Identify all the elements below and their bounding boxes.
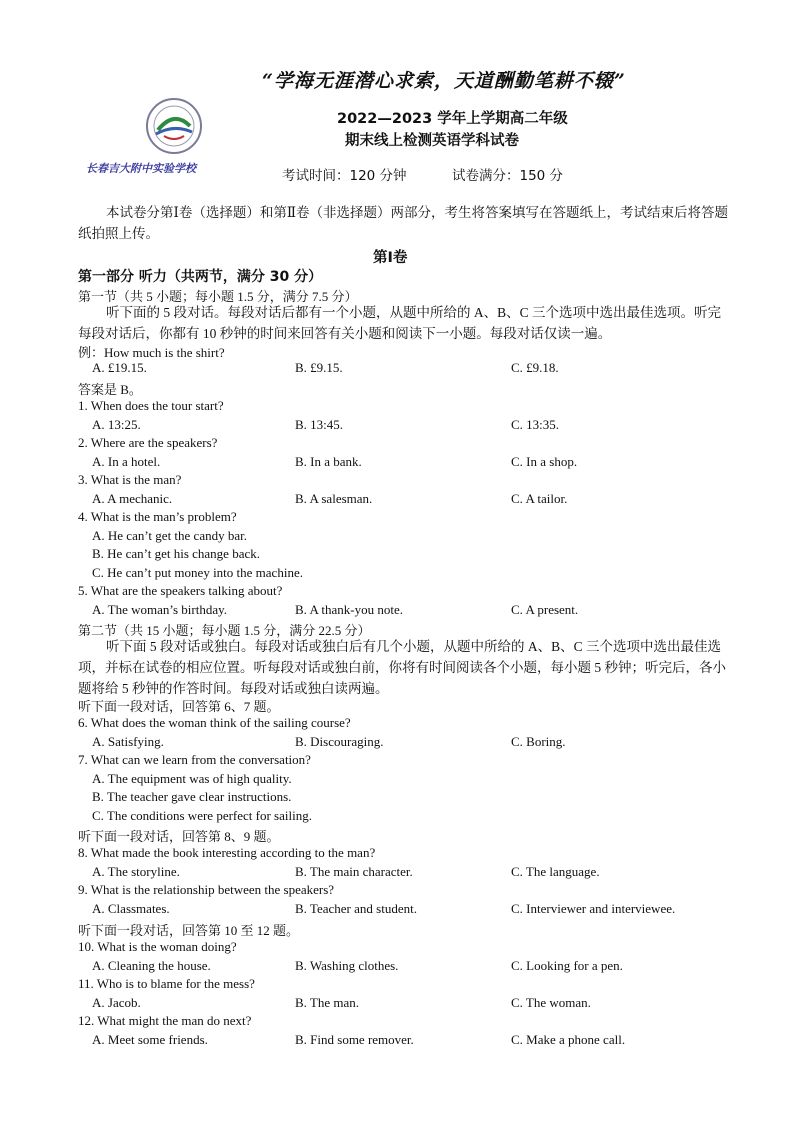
question-12: 12. What might the man do next?: [78, 1013, 252, 1028]
exam-time: 考试时间：120 分钟: [282, 168, 407, 184]
q8-option-b: B. The main character.: [295, 864, 413, 879]
section1-heading: 第一节（共 5 小题；每小题 1.5 分，满分 7.5 分）: [78, 289, 358, 304]
note-10-12: 听下面一段对话，回答第 10 至 12 题。: [78, 923, 300, 938]
example-answer: 答案是 B。: [78, 382, 142, 397]
q10-option-a: A. Cleaning the house.: [92, 958, 211, 973]
q11-option-a: A. Jacob.: [92, 995, 141, 1010]
q3-option-b: B. A salesman.: [295, 491, 373, 506]
q11-option-c: C. The woman.: [511, 995, 591, 1010]
q7-option-a: A. The equipment was of high quality.: [92, 771, 292, 786]
q2-option-b: B. In a bank.: [295, 454, 362, 469]
section2-heading: 第二节（共 15 小题；每小题 1.5 分，满分 22.5 分）: [78, 623, 371, 638]
q12-option-b: B. Find some remover.: [295, 1032, 414, 1047]
q9-option-b: B. Teacher and student.: [295, 901, 417, 916]
section2-instructions: 听下面 5 段对话或独白。每段对话或独白后有几个小题，从题中所给的 A、B、C 三个选项中选出最佳选项，并标在试卷的相应位置。听每段对话或独白前，你将有时间阅读各个小题，每小题 5 秒钟；听完后，各小题将给 5 秒钟的作答时间。每段对话或独白读两遍。: [78, 639, 726, 696]
q6-option-a: A. Satisfying.: [92, 734, 164, 749]
volume-heading: 第Ⅰ卷: [373, 250, 408, 266]
question-3: 3. What is the man?: [78, 472, 182, 487]
example-question: 例：How much is the shirt?: [78, 345, 225, 360]
example-option-b: B. £9.15.: [295, 360, 343, 375]
q4-option-a: A. He can’t get the candy bar.: [92, 528, 247, 543]
full-score: 试卷满分：150 分: [452, 168, 564, 184]
q10-option-b: B. Washing clothes.: [295, 958, 399, 973]
question-1: 1. When does the tour start?: [78, 398, 224, 413]
example-option-a: A. £19.15.: [92, 360, 147, 375]
q11-option-b: B. The man.: [295, 995, 360, 1010]
question-10: 10. What is the woman doing?: [78, 939, 237, 954]
question-5: 5. What are the speakers talking about?: [78, 583, 283, 598]
example-option-c: C. £9.18.: [511, 360, 559, 375]
question-7: 7. What can we learn from the conversation?: [78, 752, 311, 767]
school-name: 长春吉大附中实验学校: [86, 162, 196, 175]
q1-option-c: C. 13:35.: [511, 417, 560, 432]
school-emblem-icon: [140, 96, 208, 156]
q9-option-a: A. Classmates.: [92, 901, 170, 916]
q5-option-a: A. The woman’s birthday.: [92, 602, 228, 617]
q12-option-a: A. Meet some friends.: [92, 1032, 208, 1047]
q4-option-b: B. He can’t get his change back.: [92, 546, 260, 561]
q7-option-c: C. The conditions were perfect for sailing.: [92, 808, 312, 823]
question-2: 2. Where are the speakers?: [78, 435, 218, 450]
question-11: 11. Who is to blame for the mess?: [78, 976, 255, 991]
note-6-7: 听下面一段对话，回答第 6、7 题。: [78, 699, 280, 714]
q12-option-c: C. Make a phone call.: [511, 1032, 626, 1047]
q8-option-c: C. The language.: [511, 864, 600, 879]
q5-option-b: B. A thank-you note.: [295, 602, 403, 617]
q1-option-a: A. 13:25.: [92, 417, 141, 432]
q8-option-a: A. The storyline.: [92, 864, 180, 879]
note-8-9: 听下面一段对话，回答第 8、9 题。: [78, 829, 280, 844]
q2-option-a: A. In a hotel.: [92, 454, 161, 469]
exam-title-line1: 2022—2023 学年上学期高二年级: [337, 111, 568, 127]
q10-option-c: C. Looking for a pen.: [511, 958, 623, 973]
q5-option-c: C. A present.: [511, 602, 579, 617]
q7-option-b: B. The teacher gave clear instructions.: [92, 789, 292, 804]
q9-option-c: C. Interviewer and interviewee.: [511, 901, 676, 916]
exam-title-line2: 期末线上检测英语学科试卷: [345, 133, 519, 149]
question-4: 4. What is the man’s problem?: [78, 509, 237, 524]
q2-option-c: C. In a shop.: [511, 454, 578, 469]
q1-option-b: B. 13:45.: [295, 417, 344, 432]
motto: “学海无涯潜心求索，天道酬勤笔耕不辍”: [262, 70, 626, 92]
question-9: 9. What is the relationship between the speakers?: [78, 882, 335, 897]
q6-option-c: C. Boring.: [511, 734, 566, 749]
intro-paragraph: 本试卷分第Ⅰ卷（选择题）和第Ⅱ卷（非选择题）两部分，考生将答案填写在答题纸上，考试结束后将答题纸拍照上传。: [78, 205, 729, 241]
q4-option-c: C. He can’t put money into the machine.: [92, 565, 303, 580]
part1-heading: 第一部分 听力（共两节，满分 30 分）: [78, 269, 323, 285]
question-6: 6. What does the woman think of the sailing course?: [78, 715, 351, 730]
q3-option-c: C. A tailor.: [511, 491, 568, 506]
question-8: 8. What made the book interesting according to the man?: [78, 845, 376, 860]
q6-option-b: B. Discouraging.: [295, 734, 384, 749]
section1-instructions: 听下面的 5 段对话。每段对话后都有一个小题，从题中所给的 A、B、C 三个选项中选出最佳选项。听完每段对话后，你都有 10 秒钟的时间来回答有关小题和阅读下一小题。每段对话仅读一遍。: [78, 305, 722, 341]
q3-option-a: A. A mechanic.: [92, 491, 173, 506]
